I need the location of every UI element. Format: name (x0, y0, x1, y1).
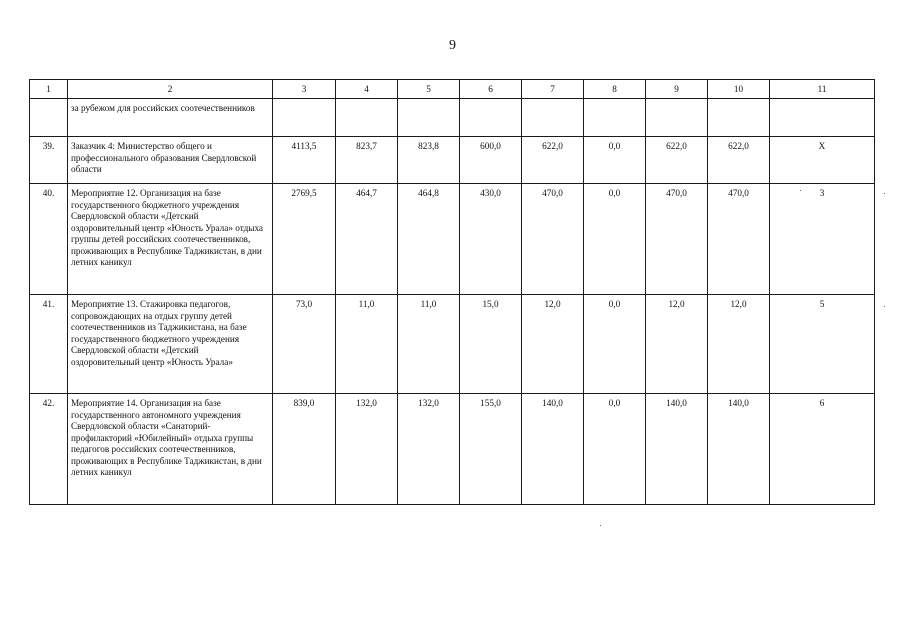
scan-speck (884, 193, 885, 194)
value-cell (708, 99, 770, 137)
value-cell: 430,0 (460, 184, 522, 295)
value-cell: 12,0 (522, 295, 584, 394)
value-cell: 470,0 (522, 184, 584, 295)
column-header: 3 (273, 80, 336, 99)
value-cell: 11,0 (398, 295, 460, 394)
column-header: 7 (522, 80, 584, 99)
row-number-cell: 40. (30, 184, 68, 295)
scan-speck (884, 306, 885, 307)
column-header: 9 (646, 80, 708, 99)
value-cell: 0,0 (584, 137, 646, 184)
value-cell (646, 99, 708, 137)
column-header: 10 (708, 80, 770, 99)
value-cell: 839,0 (273, 394, 336, 505)
value-cell: X (770, 137, 875, 184)
column-header: 4 (336, 80, 398, 99)
value-cell: 155,0 (460, 394, 522, 505)
value-cell: 140,0 (708, 394, 770, 505)
column-header: 6 (460, 80, 522, 99)
row-number-cell: 39. (30, 137, 68, 184)
row-description-cell: Мероприятие 12. Организация на базе государственного бюджетного учреждения Свердловской области «Детский оздоровительный центр «Юность Урала» отдыха группы детей российских соотечественников, проживающих в Республике Таджикистан, в дни летних каникул (68, 184, 273, 295)
row-number-cell: 42. (30, 394, 68, 505)
scan-speck (800, 190, 801, 191)
value-cell (460, 99, 522, 137)
table-row (30, 99, 875, 137)
row-description-cell: Мероприятие 14. Организация на базе государственного автономного учреждения Свердловской области «Санаторий-профилакторий «Юбилейный» отдыха группы педагогов российских соотечественников, проживающих в Республике Таджикистан, в дни летних каникул (68, 394, 273, 505)
value-cell: 0,0 (584, 394, 646, 505)
value-cell: 12,0 (646, 295, 708, 394)
value-cell: 15,0 (460, 295, 522, 394)
value-cell: 140,0 (522, 394, 584, 505)
value-cell: 0,0 (584, 184, 646, 295)
row-description-cell: за рубежом для российских соотечественников (68, 99, 273, 137)
value-cell: 470,0 (708, 184, 770, 295)
row-description-cell: Мероприятие 13. Стажировка педагогов, сопровождающих на отдых группу детей соотечественников из Таджикистана, на базе государственного бюджетного учреждения Свердловской области «Детский оздоровительный центр «Юность Урала» (68, 295, 273, 394)
value-cell: 73,0 (273, 295, 336, 394)
column-header: 1 (30, 80, 68, 99)
value-cell: 11,0 (336, 295, 398, 394)
budget-table (29, 79, 875, 505)
value-cell: 5 (770, 295, 875, 394)
value-cell: 622,0 (522, 137, 584, 184)
value-cell: 132,0 (336, 394, 398, 505)
page-number: 9 (449, 38, 456, 53)
value-cell (336, 99, 398, 137)
value-cell: 470,0 (646, 184, 708, 295)
value-cell: 140,0 (646, 394, 708, 505)
value-cell: 622,0 (708, 137, 770, 184)
column-header: 8 (584, 80, 646, 99)
value-cell: 2769,5 (273, 184, 336, 295)
value-cell (273, 99, 336, 137)
scan-speck (600, 525, 601, 526)
value-cell: 464,8 (398, 184, 460, 295)
value-cell: 622,0 (646, 137, 708, 184)
column-header: 2 (68, 80, 273, 99)
value-cell: 0,0 (584, 295, 646, 394)
table-row (30, 394, 875, 505)
value-cell: 132,0 (398, 394, 460, 505)
table-row (30, 184, 875, 295)
row-number-cell (30, 99, 68, 137)
value-cell: 4113,5 (273, 137, 336, 184)
value-cell: 823,8 (398, 137, 460, 184)
value-cell: 12,0 (708, 295, 770, 394)
value-cell: 600,0 (460, 137, 522, 184)
value-cell: 823,7 (336, 137, 398, 184)
value-cell: 3 (770, 184, 875, 295)
table-row (30, 295, 875, 394)
value-cell (522, 99, 584, 137)
row-number-cell: 41. (30, 295, 68, 394)
value-cell: 6 (770, 394, 875, 505)
row-description-cell: Заказчик 4: Министерство общего и профессионального образования Свердловской области (68, 137, 273, 184)
value-cell (770, 99, 875, 137)
table-row (30, 137, 875, 184)
value-cell (584, 99, 646, 137)
column-header: 11 (770, 80, 875, 99)
value-cell (398, 99, 460, 137)
column-header: 5 (398, 80, 460, 99)
value-cell: 464,7 (336, 184, 398, 295)
header-row (30, 80, 875, 99)
